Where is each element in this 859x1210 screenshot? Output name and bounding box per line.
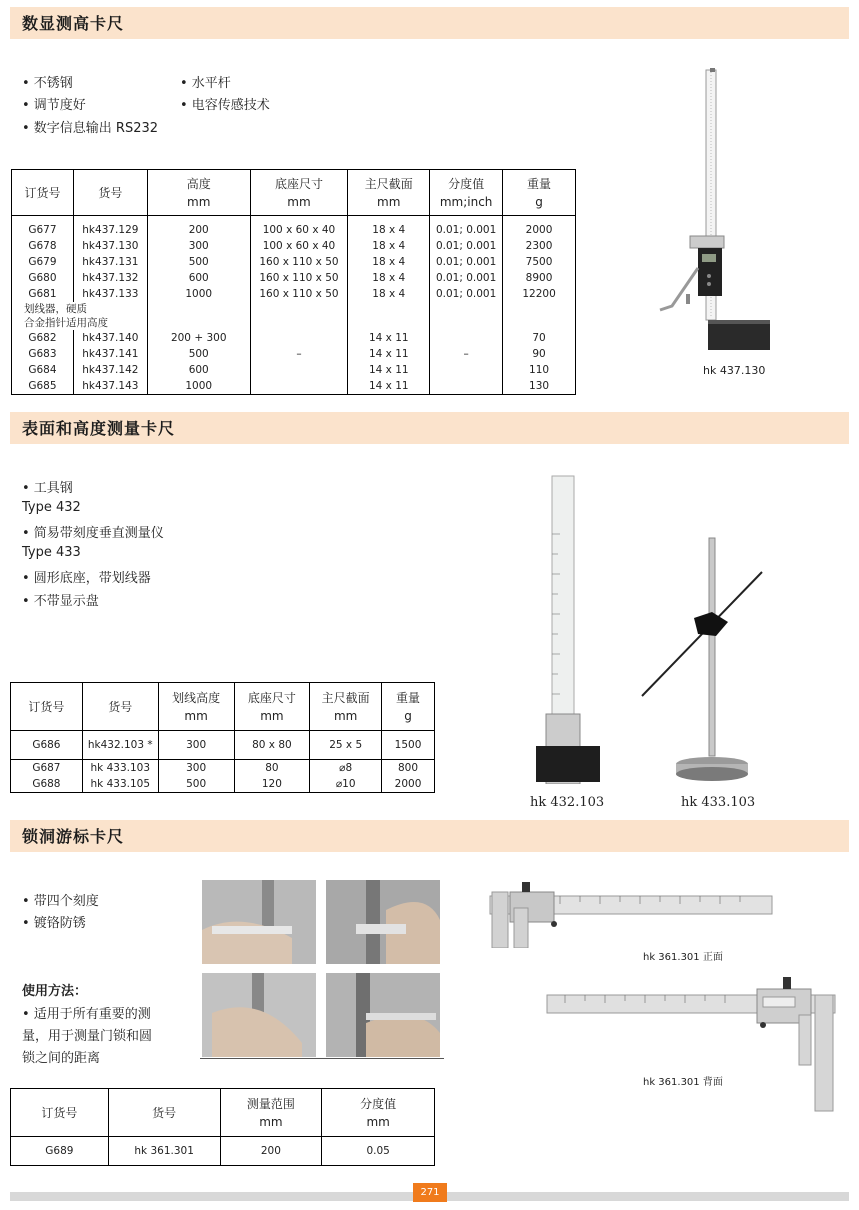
table-cell: G681 [28,288,57,300]
table-cell: G686 [32,739,61,751]
table-cell: 2300 [503,238,576,254]
table-cell: hk437.140 [73,330,147,346]
lock-caliper-back-image [545,975,850,1115]
product-caption: hk 361.301 背面 [643,1077,723,1088]
col-header: 重量 g [503,170,576,216]
lock-caliper-front-image [470,878,775,948]
table-cell: 100 x 60 x 40 [250,216,348,239]
table-cell: – [250,346,348,362]
section-header-surface-height-gauge [10,412,849,444]
usage-photo [326,973,440,1057]
table-cell: 200 [147,216,250,239]
table-header-row [11,683,435,731]
usage-line: • 适用于所有重要的测 [22,1007,151,1022]
table-cell [250,362,348,378]
table-cell: 0.01; 0.001 [430,254,503,270]
table-cell: 2000 [503,216,576,239]
table-cell: 300 [147,238,250,254]
feature-item: • 简易带刻度垂直测量仪 [22,526,164,541]
table-row [12,346,576,362]
spec-table-digital-height-gauge [11,169,576,395]
col-header: 高度 mm [147,170,250,216]
table-cell: G680 [28,272,57,284]
table-cell: 500 [147,254,250,270]
table-cell: 0.01; 0.001 [430,238,503,254]
section-header-lock-caliper [10,820,849,852]
feature-item: • 带四个刻度 [22,894,99,909]
table-cell: hk437.142 [73,362,147,378]
feature-item: • 镀铬防锈 [22,916,86,931]
table-subheading-row: 划线器，硬质 合金指针适用高度 [12,302,576,330]
usage-line: 锁之间的距离 [22,1051,101,1066]
product-caption: hk 437.130 [703,364,766,377]
table-row [11,731,435,760]
usage-photo [202,973,316,1057]
spec-table-surface-gauge [10,682,435,793]
table-cell: G678 [28,240,57,252]
photo-divider [200,1058,444,1059]
table-cell: 14 x 11 [348,346,430,362]
table-cell: hk437.143 [73,378,147,395]
table-cell: G689 [45,1145,74,1157]
table-cell: hk437.130 [73,238,147,254]
table-row [12,286,576,302]
table-cell [430,378,503,395]
table-row [11,776,435,793]
table-cell [430,362,503,378]
table-cell: 8900 [503,270,576,286]
col-header: 订货号 [11,683,83,731]
table-cell: 14 x 11 [348,378,430,395]
type-label: Type 432 [22,500,81,515]
section-title: 表面和高度测量卡尺 [22,419,176,438]
table-cell: ⌀8 [310,760,382,777]
table-cell: 200 [220,1137,322,1166]
table-cell [250,378,348,395]
page-number-badge: 271 [413,1183,447,1202]
col-header: 货号 [73,170,147,216]
table-cell: 800 [382,760,435,777]
table-cell: 0.01; 0.001 [430,216,503,239]
table-cell: hk432.103 * [82,731,158,760]
table-row [11,1137,435,1166]
table-row [12,362,576,378]
table-cell: hk437.132 [73,270,147,286]
col-header: 货号 [82,683,158,731]
col-header: 底座尺寸 mm [234,683,310,731]
table-cell: 160 x 110 x 50 [250,286,348,302]
table-cell [430,330,503,346]
col-header: 测量范围 mm [220,1089,322,1137]
table-cell: 14 x 11 [348,330,430,346]
usage-photo [326,880,440,964]
table-row [12,254,576,270]
table-cell: 600 [147,270,250,286]
table-cell: 500 [147,346,250,362]
table-cell: 12200 [503,286,576,302]
table-cell: 200 + 300 [147,330,250,346]
table-cell: 160 x 110 x 50 [250,254,348,270]
table-cell: G688 [32,778,61,790]
table-cell: 500 [158,776,234,793]
table-cell: 90 [503,346,576,362]
feature-item: • 不锈钢 [22,76,73,91]
col-header: 底座尺寸 mm [250,170,348,216]
col-header: 主尺截面 mm [310,683,382,731]
table-cell: 100 x 60 x 40 [250,238,348,254]
feature-item: • 不带显示盘 [22,594,99,609]
product-caption: hk 432.103 [530,795,605,810]
table-cell: G682 [28,332,57,344]
table-row [12,216,576,239]
table-cell: 2000 [382,776,435,793]
table-row [12,378,576,395]
table-cell: – [430,346,503,362]
table-cell: 14 x 11 [348,362,430,378]
table-cell: ⌀10 [310,776,382,793]
table-cell: 25 x 5 [310,731,382,760]
type-label: Type 433 [22,545,81,560]
table-cell: 18 x 4 [348,216,430,239]
table-cell: hk 433.103 [82,760,158,777]
col-header: 货号 [108,1089,220,1137]
table-cell: 300 [158,731,234,760]
table-cell: G679 [28,256,57,268]
table-cell: 80 [234,760,310,777]
feature-item: • 工具钢 [22,481,73,496]
section-title: 数显测高卡尺 [22,14,125,33]
table-cell: hk 361.301 [108,1137,220,1166]
table-cell: hk437.141 [73,346,147,362]
scale-height-gauge-image [530,474,610,784]
col-header: 分度值 mm;inch [430,170,503,216]
table-cell: 0.01; 0.001 [430,270,503,286]
section-header-digital-height-gauge [10,7,849,39]
table-cell: hk 433.105 [82,776,158,793]
table-cell: 0.01; 0.001 [430,286,503,302]
col-header: 主尺截面 mm [348,170,430,216]
table-cell: 18 x 4 [348,286,430,302]
table-cell: 1000 [147,378,250,395]
table-cell: 18 x 4 [348,254,430,270]
table-cell: 600 [147,362,250,378]
table-cell: hk437.129 [73,216,147,239]
table-row [12,270,576,286]
feature-item: • 数字信息输出 RS232 [22,121,159,136]
table-cell: 120 [234,776,310,793]
feature-item: • 水平杆 [180,76,231,91]
feature-item: • 电容传感技术 [180,98,270,113]
table-header-row [11,1089,435,1137]
spec-table-lock-caliper [10,1088,435,1166]
usage-line: 量，用于测量门锁和圆 [22,1029,153,1044]
product-caption: hk 433.103 [681,795,756,810]
table-cell: 1000 [147,286,250,302]
table-cell: 18 x 4 [348,238,430,254]
col-header: 订货号 [11,1089,109,1137]
product-caption: hk 361.301 正面 [643,952,723,963]
col-header: 订货号 [12,170,74,216]
table-cell: hk437.131 [73,254,147,270]
usage-photo [202,880,316,964]
table-cell: 70 [503,330,576,346]
table-row [12,238,576,254]
table-cell: 300 [158,760,234,777]
col-header: 重量 g [382,683,435,731]
table-cell: hk437.133 [73,286,147,302]
surface-gauge-scriber-image [636,536,770,786]
table-row [12,330,576,346]
table-cell: G684 [28,364,57,376]
col-header: 划线高度 mm [158,683,234,731]
table-cell: G685 [28,380,57,392]
table-cell: 80 x 80 [234,731,310,760]
table-cell: G683 [28,348,57,360]
feature-item: • 调节度好 [22,98,86,113]
table-cell: G677 [28,224,57,236]
section-title: 锁洞游标卡尺 [22,827,125,846]
table-cell: G687 [32,762,61,774]
table-cell: 7500 [503,254,576,270]
table-cell: 0.05 [322,1137,435,1166]
table-cell: 160 x 110 x 50 [250,270,348,286]
usage-title: 使用方法： [22,984,88,999]
col-header: 分度值 mm [322,1089,435,1137]
table-cell: 1500 [382,731,435,760]
table-row [11,760,435,777]
table-cell: 130 [503,378,576,395]
table-header-row [12,170,576,216]
digital-height-gauge-image [650,68,770,358]
table-cell: 18 x 4 [348,270,430,286]
feature-item: • 圆形底座，带划线器 [22,571,151,586]
table-cell: 110 [503,362,576,378]
table-cell [250,330,348,346]
